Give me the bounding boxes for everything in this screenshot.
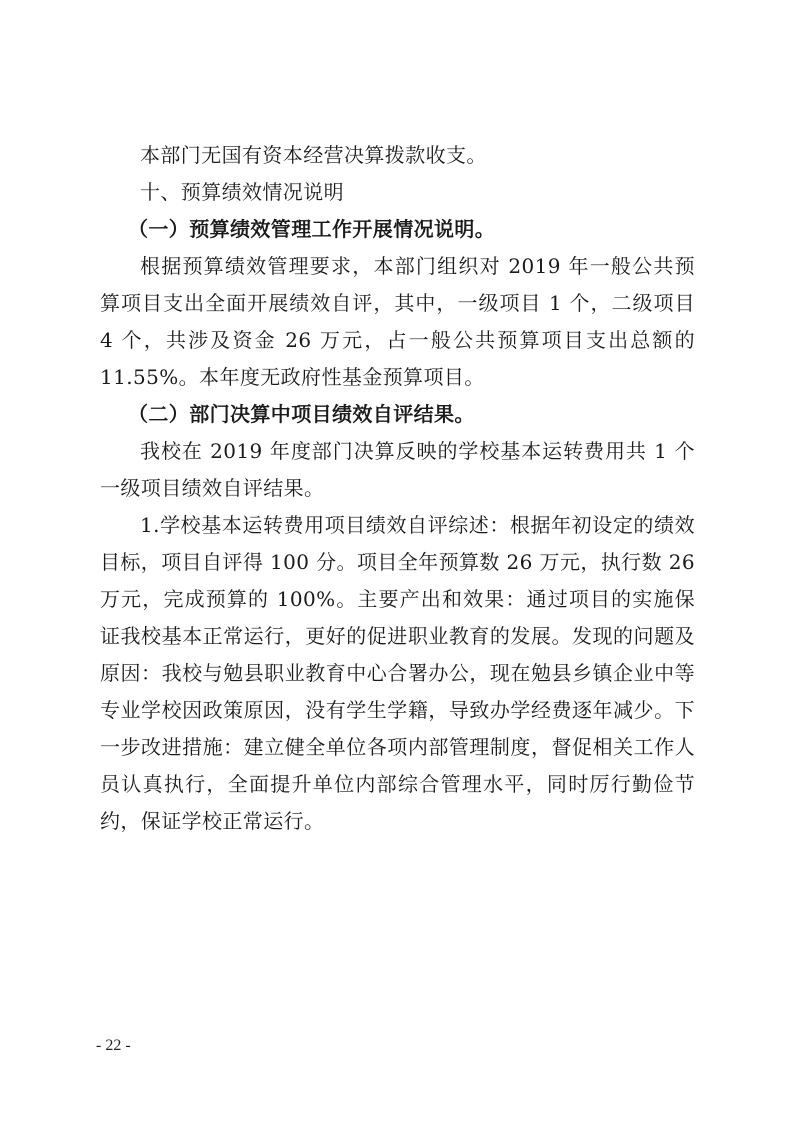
subheading-evaluation-results: （二）部门决算中项目绩效自评结果。 [128, 402, 475, 426]
section-heading-performance: 十、预算绩效情况说明 [140, 180, 344, 204]
paragraph-self-evaluation: 根据预算绩效管理要求，本部门组织对 2019 年一般公共预算项目支出全面开展绩效自评，其中，一级项目 1 个，二级项目 4 个，共涉及资金 26 万元，占一般公共预算项目支出总额的 11.55%。本年度无政府性基金预算项目。 [100, 254, 695, 389]
paragraph-school-results: 我校在 2019 年度部门决算反映的学校基本运转费用共 1 个一级项目绩效自评结果。 [100, 439, 695, 500]
document-body [100, 137, 695, 840]
page-number: - 22 - [96, 1037, 131, 1054]
paragraph-state-capital: 本部门无国有资本经营决算拨款收支。 [140, 143, 487, 167]
paragraph-project-summary: 1.学校基本运转费用项目绩效自评综述：根据年初设定的绩效目标，项目自评得 100 分。项目全年预算数 26 万元，执行数 26 万元，完成预算的 100%。主要产出和效果：通过项目的实施保证我校基本正常运行，更好的促进职业教育的发展。发现的问题及原因：我校与勉县职业教育中心合署办公，现在勉县乡镇企业中等专业学校因政策原因，没有学生学籍，导致办学经费逐年减少。下一步改进措施：建立健全单位各项内部管理制度，督促相关工作人员认真执行，全面提升单位内部综合管理水平，同时厉行勤俭节约，保证学校正常运行。 [100, 513, 695, 833]
subheading-management-work: （一）预算绩效管理工作开展情况说明。 [128, 217, 496, 241]
